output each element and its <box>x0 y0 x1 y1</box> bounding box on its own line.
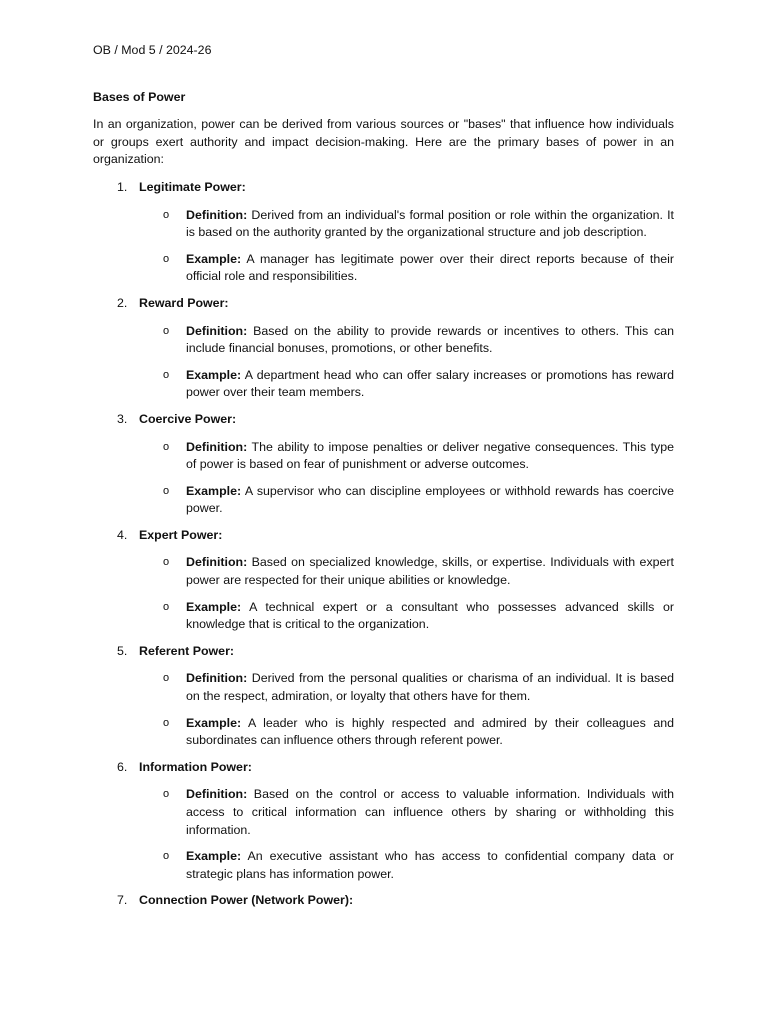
list-item-heading <box>93 527 674 545</box>
list-item-title: Information Power: <box>139 759 252 774</box>
list-item-number: 2. <box>117 295 128 310</box>
list-item-heading <box>93 179 674 197</box>
circle-bullet-icon: o <box>163 600 170 613</box>
sub-item-text <box>186 848 674 883</box>
sub-item-body: Derived from the personal qualities or charisma of an individual. It is based on the respect, admiration, or loyalty that others have for them. <box>186 671 674 704</box>
circle-bullet-icon: o <box>163 368 170 381</box>
sub-item-body: Based on the control or access to valuable information. Individuals with access to critical information can influence others by sharing or withholding this information. <box>186 787 674 837</box>
list-item-heading <box>93 892 674 910</box>
sub-item-label: Example: <box>186 367 242 382</box>
list-item <box>93 527 674 634</box>
sub-item-text <box>186 367 674 402</box>
list-item <box>93 759 674 884</box>
sub-list-item <box>93 670 674 705</box>
sub-list <box>93 439 674 518</box>
circle-bullet-icon: o <box>163 788 170 801</box>
sub-list-item <box>93 848 674 883</box>
list-item <box>93 892 674 910</box>
sub-list-item <box>93 207 674 242</box>
list-item-number: 1. <box>117 179 128 194</box>
sub-item-body: A manager has legitimate power over their direct reports because of their official role and responsibilities. <box>186 251 674 284</box>
sub-list <box>93 554 674 633</box>
sub-list-item <box>93 786 674 839</box>
sub-item-body: A supervisor who can discipline employees or withhold rewards has coercive power. <box>186 483 674 516</box>
circle-bullet-icon: o <box>163 556 170 569</box>
sub-item-text <box>186 715 674 750</box>
sub-item-label: Definition: <box>186 671 248 686</box>
list-item <box>93 643 674 750</box>
list-item-heading <box>93 643 674 661</box>
section-title: Bases of Power <box>93 89 186 104</box>
sub-item-body: A department head who can offer salary increases or promotions has reward power over their team members. <box>186 367 674 400</box>
sub-item-text <box>186 554 674 589</box>
list-item-title: Connection Power (Network Power): <box>139 893 354 908</box>
sub-item-body: Derived from an individual's formal position or role within the organization. It is based on the authority granted by the organizational structure and job description. <box>186 207 674 240</box>
circle-bullet-icon: o <box>163 850 170 863</box>
sub-list-item <box>93 323 674 358</box>
circle-bullet-icon: o <box>163 484 170 497</box>
circle-bullet-icon: o <box>163 324 170 337</box>
sub-item-label: Example: <box>186 599 242 614</box>
circle-bullet-icon: o <box>163 716 170 729</box>
list-item <box>93 179 674 286</box>
sub-item-label: Definition: <box>186 787 248 802</box>
sub-list <box>93 207 674 286</box>
course-reference: OB / Mod 5 / 2024-26 <box>93 43 212 57</box>
sub-item-body: Based on specialized knowledge, skills, or expertise. Individuals with expert power are respected for their unique abilities or knowledge. <box>186 555 674 588</box>
list-item <box>93 295 674 402</box>
sub-item-text <box>186 207 674 242</box>
sub-list <box>93 670 674 749</box>
circle-bullet-icon: o <box>163 208 170 221</box>
sub-list-item <box>93 251 674 286</box>
list-item-title: Expert Power: <box>139 527 223 542</box>
sub-item-body: An executive assistant who has access to confidential company data or strategic plans has information power. <box>186 849 674 881</box>
circle-bullet-icon: o <box>163 252 170 265</box>
sub-list-item <box>93 483 674 518</box>
list-item-title: Coercive Power: <box>139 411 237 426</box>
sub-item-text <box>186 599 674 634</box>
sub-item-text <box>186 439 674 474</box>
list-item-title: Referent Power: <box>139 643 235 658</box>
sub-item-body: Based on the ability to provide rewards or incentives to others. This can include financial bonuses, promotions, or other benefits. <box>186 323 674 356</box>
sub-item-text <box>186 323 674 358</box>
list-item-number: 3. <box>117 411 128 426</box>
list-item-number: 7. <box>117 893 128 908</box>
sub-list-item <box>93 554 674 589</box>
sub-item-text <box>186 670 674 705</box>
circle-bullet-icon: o <box>163 672 170 685</box>
sub-item-label: Definition: <box>186 439 248 454</box>
list-item-number: 5. <box>117 643 128 658</box>
sub-item-body: A leader who is highly respected and admired by their colleagues and subordinates can influence others through referent power. <box>186 715 674 748</box>
sub-item-text <box>186 251 674 286</box>
power-bases-list <box>93 179 674 910</box>
sub-item-label: Definition: <box>186 555 248 570</box>
sub-item-label: Definition: <box>186 207 248 222</box>
list-item-number: 6. <box>117 759 128 774</box>
sub-list <box>93 323 674 402</box>
sub-item-label: Example: <box>186 849 242 864</box>
intro-paragraph: In an organization, power can be derived from various sources or "bases" that influence how individuals or groups exert authority and impact decision-making. Here are the primary bases of power in an organization: <box>93 117 674 167</box>
list-item-heading <box>93 411 674 429</box>
sub-list-item <box>93 439 674 474</box>
sub-item-label: Definition: <box>186 323 248 338</box>
list-item <box>93 411 674 518</box>
sub-item-body: The ability to impose penalties or deliver negative consequences. This type of power is based on fear of punishment or adverse outcomes. <box>186 439 674 472</box>
sub-list <box>93 786 674 883</box>
list-item-heading <box>93 759 674 777</box>
list-item-title: Legitimate Power: <box>139 179 246 194</box>
sub-list-item <box>93 715 674 750</box>
sub-item-label: Example: <box>186 483 242 498</box>
sub-item-body: A technical expert or a consultant who possesses advanced skills or knowledge that is critical to the organization. <box>186 599 674 632</box>
sub-item-text <box>186 786 674 839</box>
list-item-heading <box>93 295 674 313</box>
sub-item-label: Example: <box>186 251 242 266</box>
sub-item-label: Example: <box>186 715 242 730</box>
sub-item-text <box>186 483 674 518</box>
sub-list-item <box>93 367 674 402</box>
circle-bullet-icon: o <box>163 440 170 453</box>
sub-list-item <box>93 599 674 634</box>
list-item-title: Reward Power: <box>139 295 229 310</box>
list-item-number: 4. <box>117 527 128 542</box>
